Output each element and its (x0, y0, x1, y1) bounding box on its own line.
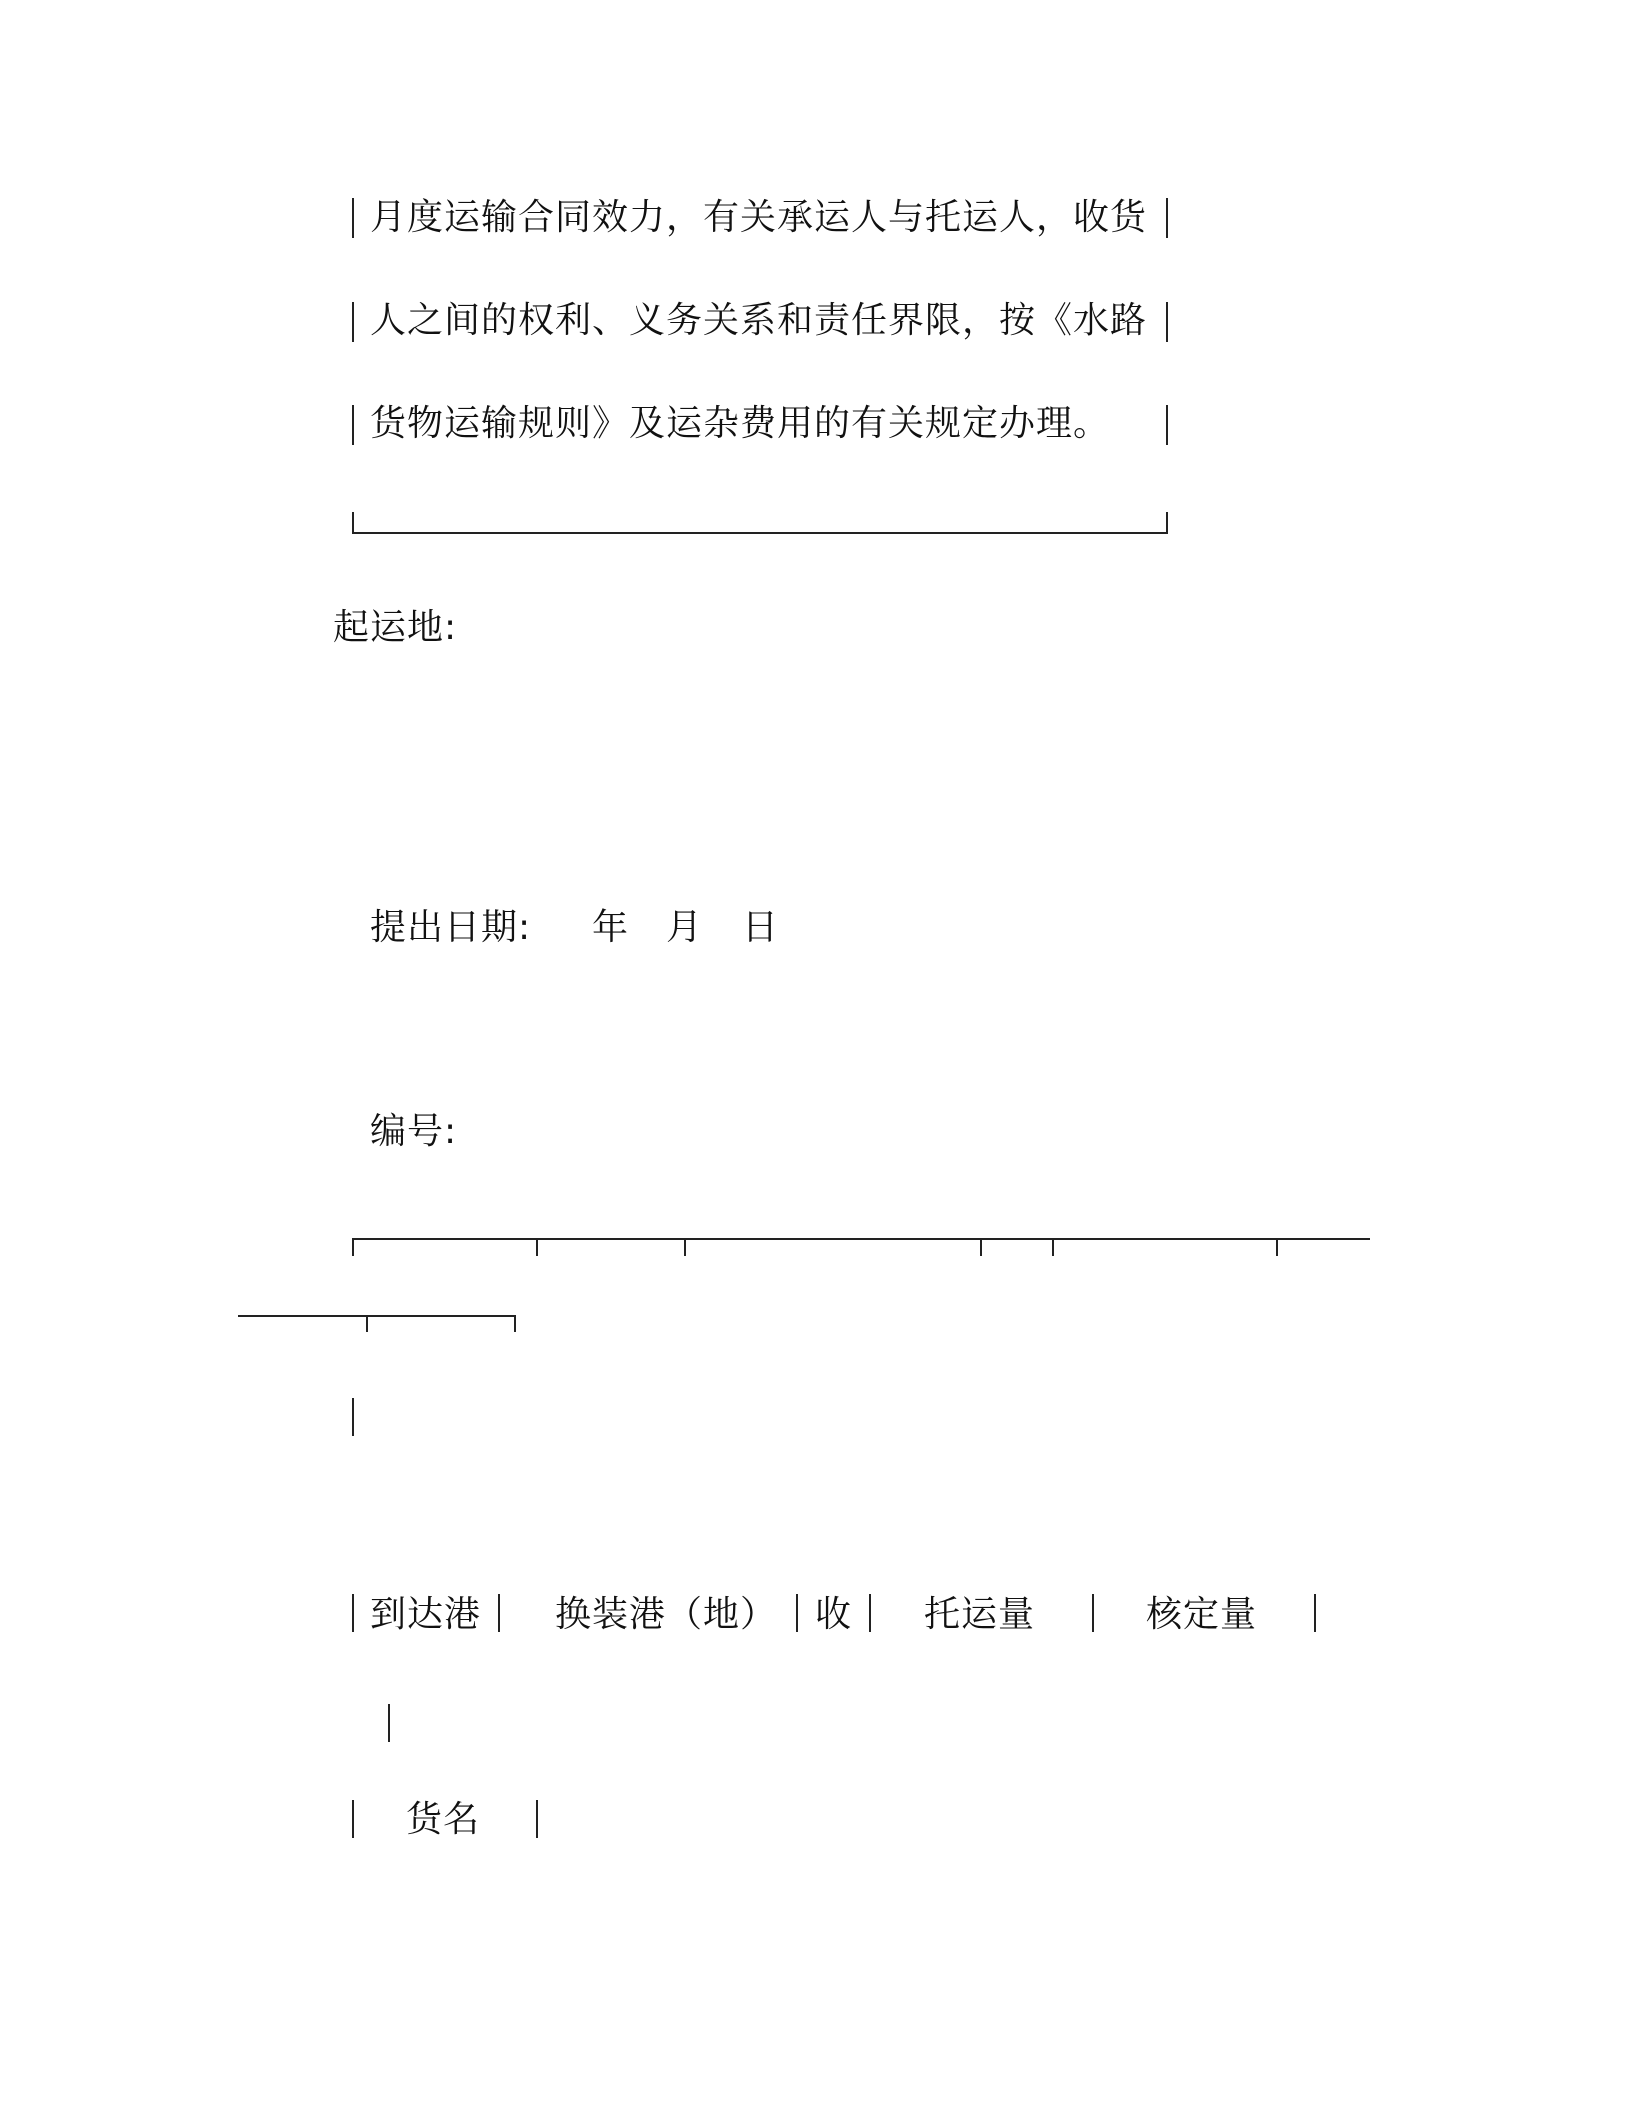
notice-border-right-bottom (1166, 512, 1168, 534)
table-top-line (352, 1238, 1370, 1240)
table-tick (684, 1238, 686, 1256)
column-divider (1314, 1594, 1316, 1632)
origin-label: 起运地: (333, 607, 458, 648)
column-divider (796, 1594, 798, 1632)
notice-line-2: 人之间的权利、义务关系和责任界限，按《水路 (370, 300, 1148, 341)
table-left-border (352, 1398, 354, 1436)
column-divider (536, 1800, 538, 1838)
table-tick (366, 1315, 368, 1332)
table-top-line-continued (238, 1315, 516, 1317)
date-day: 日 (742, 907, 780, 948)
column-divider (869, 1594, 871, 1632)
notice-line-3: 货物运输规则》及运杂费用的有关规定办理。 (370, 403, 1111, 444)
table-tick (536, 1238, 538, 1256)
notice-border-left-1 (352, 198, 354, 238)
header-approved-volume: 核定量 (1146, 1594, 1258, 1635)
header-receive: 收 (815, 1594, 853, 1635)
column-divider (352, 1800, 354, 1838)
table-tick (352, 1238, 354, 1256)
column-divider (1092, 1594, 1094, 1632)
header-arrival-port: 到达港 (370, 1594, 482, 1635)
table-tick (1052, 1238, 1054, 1256)
notice-border-left-3 (352, 405, 354, 445)
notice-border-bottom (352, 532, 1168, 534)
table-tick (980, 1238, 982, 1256)
notice-border-left-bottom (352, 512, 354, 534)
column-divider (498, 1594, 500, 1632)
notice-border-right-2 (1166, 302, 1168, 342)
header-transfer-port: 换装港（地） (555, 1594, 778, 1635)
notice-border-right-3 (1166, 405, 1168, 445)
table-tick (1276, 1238, 1278, 1256)
date-year: 年 (592, 907, 630, 948)
date-label: 提出日期: (370, 907, 532, 948)
header-cargo-name: 货名 (406, 1799, 481, 1840)
number-label: 编号: (370, 1111, 458, 1152)
notice-line-1: 月度运输合同效力，有关承运人与托运人，收货 (370, 197, 1148, 238)
notice-border-left-2 (352, 302, 354, 342)
column-divider (352, 1594, 354, 1632)
notice-border-right-1 (1166, 198, 1168, 238)
header-shipping-volume: 托运量 (924, 1594, 1036, 1635)
date-month: 月 (666, 907, 704, 948)
table-tick (514, 1315, 516, 1332)
column-divider (388, 1704, 390, 1742)
